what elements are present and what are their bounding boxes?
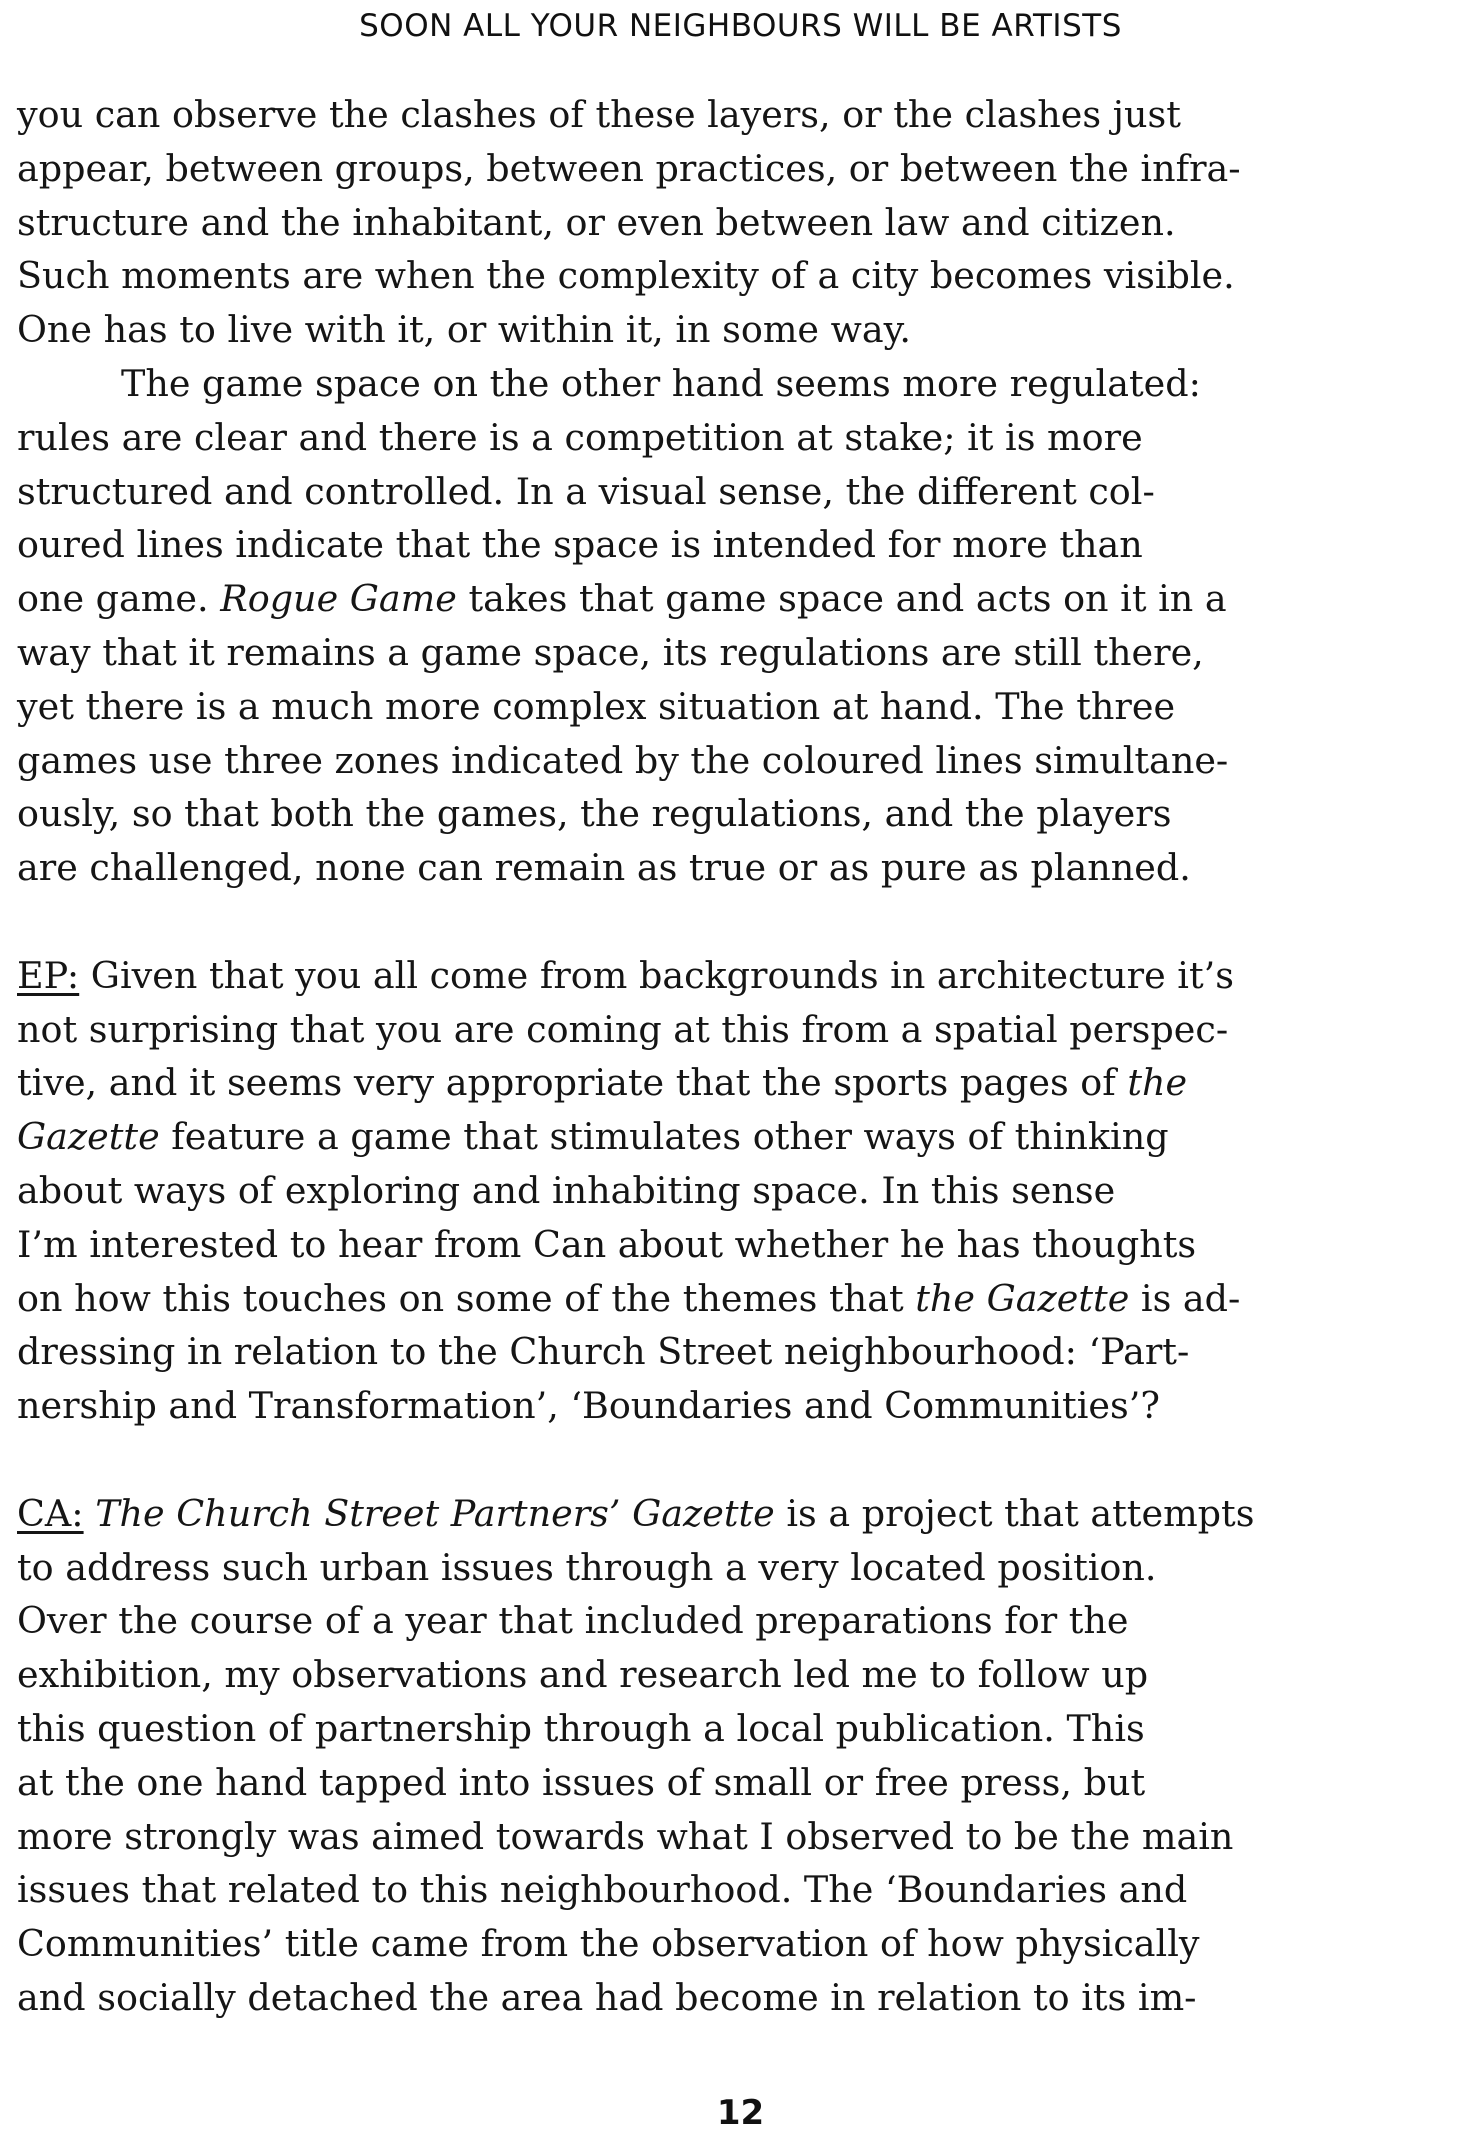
- text-line: about ways of exploring and inhabiting space. In this sense: [17, 1168, 1116, 1212]
- text-segment: takes that game space and acts on it in a: [456, 577, 1227, 621]
- text-segment: one game.: [17, 577, 221, 621]
- paragraph-gap: [17, 1433, 1307, 1487]
- text-line: Communities’ title came from the observation of how physically: [17, 1922, 1200, 1966]
- text-line: One has to live with it, or within it, in some way.: [17, 308, 912, 352]
- text-line: issues that related to this neighbourhood. The ‘Boundaries and: [17, 1868, 1188, 1912]
- text-line: you can observe the clashes of these layers, or the clashes just: [17, 93, 1181, 136]
- text-line: games use three zones indicated by the coloured lines simultane-: [17, 738, 1229, 782]
- text-line: at the one hand tapped into issues of small or free press, but: [17, 1760, 1146, 1804]
- text-line: [17, 1487, 1307, 1541]
- paragraph-4: [17, 1487, 1307, 2025]
- text-line: and socially detached the area had become in relation to its im-: [17, 1975, 1197, 2019]
- paragraph-3: [17, 949, 1307, 1433]
- text-line: exhibition, my observations and research led me to follow up: [17, 1653, 1149, 1697]
- text-line: I’m interested to hear from Can about whether he has thoughts: [17, 1222, 1197, 1266]
- text-line: Such moments are when the complexity of a city becomes visible.: [17, 254, 1235, 298]
- text-segment: on how this touches on some of the themes that: [17, 1276, 916, 1320]
- running-header: SOON ALL YOUR NEIGHBOURS WILL BE ARTISTS: [359, 8, 1122, 44]
- paragraph-2: [17, 357, 1307, 895]
- text-line: not surprising that you are coming at this from a spatial perspec-: [17, 1007, 1229, 1051]
- speaker-label-ca: CA:: [17, 1491, 84, 1535]
- body-text: [17, 88, 1307, 2025]
- publication-title: the: [1127, 1061, 1188, 1105]
- text-segment: tive, and it seems very appropriate that the sports pages of: [17, 1061, 1128, 1105]
- paragraph-1: [17, 88, 1307, 357]
- text-line: structured and controlled. In a visual sense, the different col-: [17, 469, 1155, 513]
- text-line: The game space on the other hand seems more regulated:: [121, 361, 1201, 405]
- text-segment: [84, 1492, 96, 1535]
- text-segment: Given that you all come from backgrounds in architecture it’s: [79, 953, 1234, 997]
- text-line: appear, between groups, between practices, or between the infra-: [17, 146, 1241, 190]
- work-title-rogue-game: Rogue Game: [220, 577, 457, 621]
- text-line: way that it remains a game space, its regulations are still there,: [17, 630, 1204, 674]
- text-segment: is a project that attempts: [774, 1491, 1255, 1535]
- speaker-label-ep: EP:: [17, 953, 80, 997]
- text-line: to address such urban issues through a very located position.: [17, 1545, 1157, 1589]
- text-line: [17, 949, 1307, 1003]
- text-line: structure and the inhabitant, or even between law and citizen.: [17, 200, 1176, 244]
- text-line: yet there is a much more complex situation at hand. The three: [17, 684, 1176, 728]
- text-line: [17, 1056, 1307, 1110]
- text-line: ously, so that both the games, the regulations, and the players: [17, 792, 1172, 836]
- text-segment: feature a game that stimulates other ways of thinking: [159, 1115, 1169, 1159]
- text-line: [17, 1272, 1307, 1326]
- text-segment: is ad-: [1129, 1276, 1241, 1320]
- text-line: [17, 1110, 1307, 1164]
- text-line: Over the course of a year that included preparations for the: [17, 1599, 1129, 1643]
- publication-title: The Church Street Partners’ Gazette: [95, 1491, 775, 1535]
- text-line: this question of partnership through a local publication. This: [17, 1706, 1145, 1750]
- page-number: 12: [716, 2093, 765, 2133]
- publication-title: the Gazette: [915, 1276, 1130, 1320]
- publication-title: Gazette: [17, 1115, 160, 1159]
- text-line: more strongly was aimed towards what I observed to be the main: [17, 1814, 1234, 1858]
- text-line: dressing in relation to the Church Street neighbourhood: ‘Part-: [17, 1330, 1190, 1374]
- text-line: rules are clear and there is a competition at stake; it is more: [17, 415, 1143, 459]
- paragraph-gap: [17, 895, 1307, 949]
- text-line: [17, 572, 1307, 626]
- text-line: are challenged, none can remain as true or as pure as planned.: [17, 846, 1191, 890]
- text-line: oured lines indicate that the space is intended for more than: [17, 523, 1143, 567]
- text-line: nership and Transformation’, ‘Boundaries and Communities’?: [17, 1384, 1160, 1428]
